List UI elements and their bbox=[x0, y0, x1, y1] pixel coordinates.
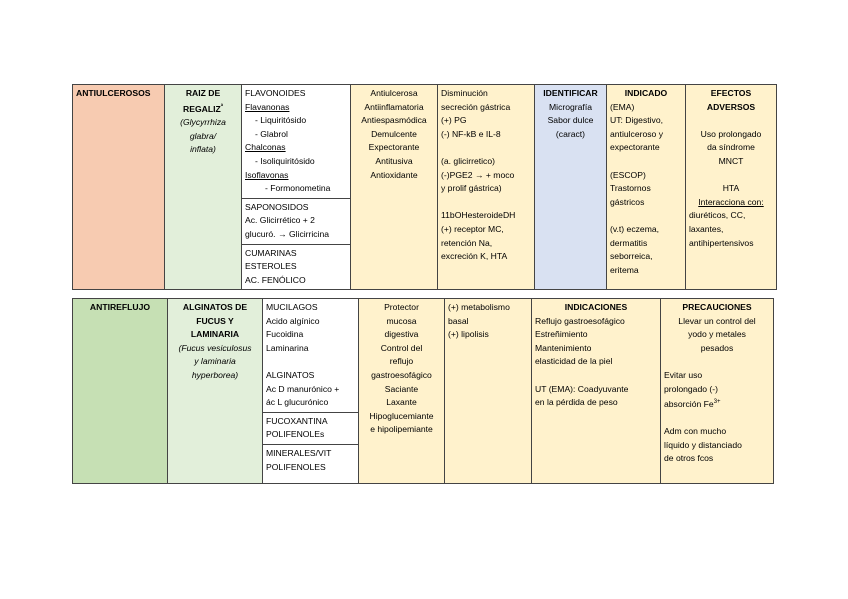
efectos-line: Uso prolongado bbox=[700, 128, 762, 139]
fucoxantina-cell bbox=[263, 412, 359, 444]
indicado-line: expectorante bbox=[610, 142, 660, 153]
flavonoides-cell bbox=[242, 85, 351, 199]
identificar-item: (caract) bbox=[555, 128, 586, 139]
action-item: Hipoglucemiante bbox=[369, 410, 434, 421]
compound-heading: FLAVONOIDES bbox=[245, 88, 306, 98]
efectos-header: EFECTOS bbox=[710, 88, 752, 98]
efectos-line: laxantes, bbox=[689, 223, 724, 234]
precauciones-line: líquido y distanciado bbox=[664, 439, 742, 450]
precauciones-line: Llevar un control del bbox=[678, 315, 756, 326]
mechanism-line: y prolif gástrica) bbox=[441, 183, 502, 194]
indicado-header: INDICADO bbox=[624, 88, 668, 98]
efectos-line: antihipertensivos bbox=[689, 237, 754, 248]
compound-heading: MINERALES/VIT bbox=[266, 447, 332, 458]
action-item: gastroesofágico bbox=[371, 369, 432, 380]
actions-cell bbox=[351, 85, 438, 290]
compound-item: ác L glucurónico bbox=[266, 397, 329, 408]
indicado-line: (ESCOP) bbox=[610, 169, 646, 180]
identificar-cell bbox=[535, 85, 607, 290]
indicado-line: seborreica, bbox=[610, 251, 653, 262]
efectos-line: HTA bbox=[722, 183, 740, 194]
indicaciones-line: elasticidad de la piel bbox=[535, 356, 613, 367]
precauciones-line: Adm con mucho bbox=[664, 426, 727, 437]
plant-latin: inflata) bbox=[190, 144, 216, 155]
compound-heading: CUMARINAS bbox=[245, 247, 297, 258]
precauciones-line: pesados bbox=[700, 342, 734, 353]
plant-marker: ª bbox=[220, 103, 223, 110]
action-item: Control del bbox=[380, 342, 423, 353]
indicado-line: dermatitis bbox=[610, 237, 648, 248]
compound-heading: FUCOXANTINA bbox=[266, 415, 328, 426]
compound-item: Ac D manurónico + bbox=[266, 383, 340, 394]
indicaciones-line: Estreñimiento bbox=[535, 329, 588, 340]
precauciones-line: de otros fcos bbox=[664, 453, 714, 464]
compound-item: glucuró. → Glicirricina bbox=[245, 228, 330, 239]
indicado-line: (EMA) bbox=[610, 101, 635, 112]
category-cell bbox=[73, 299, 168, 484]
saponosidos-cell bbox=[242, 198, 351, 244]
action-item: Demulcente bbox=[371, 128, 417, 139]
antireflujo-table bbox=[72, 298, 774, 484]
antiulcerosos-table bbox=[72, 84, 777, 290]
efectos-line: da síndrome bbox=[707, 142, 755, 153]
compound-item: Fucoidina bbox=[266, 329, 304, 340]
plant-cell bbox=[168, 299, 263, 484]
mechanism-line: excreción K, HTA bbox=[441, 251, 508, 262]
indicaciones-header: INDICACIONES bbox=[564, 302, 628, 312]
action-item: Antiinflamatoria bbox=[364, 101, 424, 112]
plant-latin: hyperborea) bbox=[191, 369, 239, 380]
compound-item: - Liquiritósido bbox=[255, 115, 307, 126]
efectos-cell bbox=[686, 85, 777, 290]
compound-heading: SAPONOSIDOS bbox=[245, 201, 309, 212]
precauciones-sup: 3+ bbox=[713, 399, 721, 406]
indicado-line: (v.t) eczema, bbox=[610, 223, 660, 234]
identificar-item: Micrografía bbox=[549, 101, 592, 112]
compound-item: - Glabrol bbox=[255, 128, 288, 139]
compound-heading: ESTEROLES bbox=[245, 261, 297, 272]
action-item: reflujo bbox=[389, 356, 414, 367]
action-item: digestiva bbox=[384, 329, 419, 340]
precauciones-header: PRECAUCIONES bbox=[682, 302, 752, 312]
action-item: mucosa bbox=[386, 315, 417, 326]
action-item: e hipolipemiante bbox=[370, 424, 433, 435]
indicaciones-line: Reflujo gastroesofágico bbox=[535, 315, 625, 326]
mechanism-cell bbox=[438, 85, 535, 290]
indicado-line: gástricos bbox=[610, 196, 645, 207]
action-item: Protector bbox=[384, 302, 419, 312]
mechanism-line: (+) PG bbox=[441, 115, 467, 126]
mechanism-line: Disminución bbox=[441, 88, 488, 98]
plant-name: FUCUS Y bbox=[196, 315, 234, 326]
compound-heading: MUCILAGOS bbox=[266, 302, 318, 312]
action-item: Laxante bbox=[386, 397, 417, 408]
mechanism-line: 11bOHesteroideDH bbox=[441, 210, 516, 221]
mechanism-line: basal bbox=[448, 315, 469, 326]
mechanism-line: (-) NF-kB e IL-8 bbox=[441, 128, 501, 139]
plant-cell bbox=[165, 85, 242, 290]
compound-item: Laminarina bbox=[266, 342, 309, 353]
mechanism-line: retención Na, bbox=[441, 237, 493, 248]
identificar-header: IDENTIFICAR bbox=[543, 88, 598, 98]
category-cell bbox=[73, 85, 165, 290]
indicaciones-cell bbox=[532, 299, 661, 484]
indicado-line: UT: Digestivo, bbox=[610, 115, 664, 126]
mechanism-line: (-)PGE2 → + moco bbox=[441, 169, 515, 180]
compound-subheading: Isoflavonas bbox=[245, 169, 289, 180]
mechanism-line: secreción gástrica bbox=[441, 101, 511, 112]
plant-name: LAMINARIA bbox=[190, 329, 240, 340]
action-item: Antiulcerosa bbox=[370, 88, 418, 98]
mechanism-line: (+) receptor MC, bbox=[441, 223, 504, 234]
compound-subheading: Chalconas bbox=[245, 142, 286, 153]
indicaciones-line: Mantenimiento bbox=[535, 342, 592, 353]
indicado-cell bbox=[607, 85, 686, 290]
compound-heading: ALGINATOS bbox=[266, 369, 315, 380]
category-label: ANTIULCEROSOS bbox=[76, 88, 151, 98]
compound-item: Ac. Glicirrético + 2 bbox=[245, 215, 315, 226]
precauciones-line: absorción Fe bbox=[664, 399, 714, 410]
indicado-line: antiulceroso y bbox=[610, 128, 664, 139]
action-item: Saciante bbox=[384, 383, 419, 394]
indicaciones-line: UT (EMA): Coadyuvante bbox=[535, 383, 629, 394]
efectos-header: ADVERSOS bbox=[706, 101, 756, 112]
compound-heading: AC. FENÓLICO bbox=[245, 274, 306, 285]
indicaciones-line: en la pérdida de peso bbox=[535, 397, 618, 408]
mechanism-line: (+) metabolismo bbox=[448, 302, 510, 312]
compound-heading: POLIFENOLEs bbox=[266, 429, 325, 440]
precauciones-line: yodo y metales bbox=[688, 329, 746, 340]
compound-item: - Formonometina bbox=[265, 183, 331, 194]
mechanism-line: (a. glicirretico) bbox=[441, 155, 495, 166]
compound-item: - Isoliquiritósido bbox=[255, 155, 315, 166]
precauciones-cell bbox=[661, 299, 774, 484]
efectos-line: diuréticos, CC, bbox=[689, 210, 746, 221]
plant-latin: (Fucus vesiculosus bbox=[178, 342, 252, 353]
mechanism-line: (+) lipolisis bbox=[448, 329, 489, 340]
indicado-line: eritema bbox=[610, 264, 639, 275]
action-item: Antitusiva bbox=[375, 155, 413, 166]
plant-name: ALGINATOS DE bbox=[182, 302, 248, 312]
action-item: Expectorante bbox=[368, 142, 420, 153]
compound-item: Acido algínico bbox=[266, 315, 320, 326]
efectos-line: MNCT bbox=[718, 155, 744, 166]
compound-subheading: Flavanonas bbox=[245, 101, 290, 112]
plant-name: RAIZ DE bbox=[185, 88, 221, 98]
mucilagos-cell bbox=[263, 299, 359, 413]
action-item: Antiespasmódica bbox=[361, 115, 427, 126]
mechanism-cell bbox=[445, 299, 532, 484]
efectos-line: Interacciona con: bbox=[698, 196, 764, 207]
category-label: ANTIREFLUJO bbox=[89, 302, 151, 312]
precauciones-line: Evitar uso bbox=[664, 369, 703, 380]
plant-latin: y laminaria bbox=[194, 356, 236, 367]
plant-latin: (Glycyrrhiza bbox=[180, 117, 226, 128]
actions-cell bbox=[359, 299, 445, 484]
indicado-line: Trastornos bbox=[610, 183, 651, 194]
identificar-item: Sabor dulce bbox=[547, 115, 594, 126]
action-item: Antioxidante bbox=[370, 169, 418, 180]
precauciones-line: prolongado (-) bbox=[664, 383, 718, 394]
plant-latin: glabra/ bbox=[189, 130, 217, 141]
compound-heading: POLIFENOLES bbox=[266, 461, 326, 472]
plant-name-2: REGALIZ bbox=[183, 103, 221, 114]
minerales-cell bbox=[263, 444, 359, 483]
cumarinas-cell bbox=[242, 244, 351, 290]
